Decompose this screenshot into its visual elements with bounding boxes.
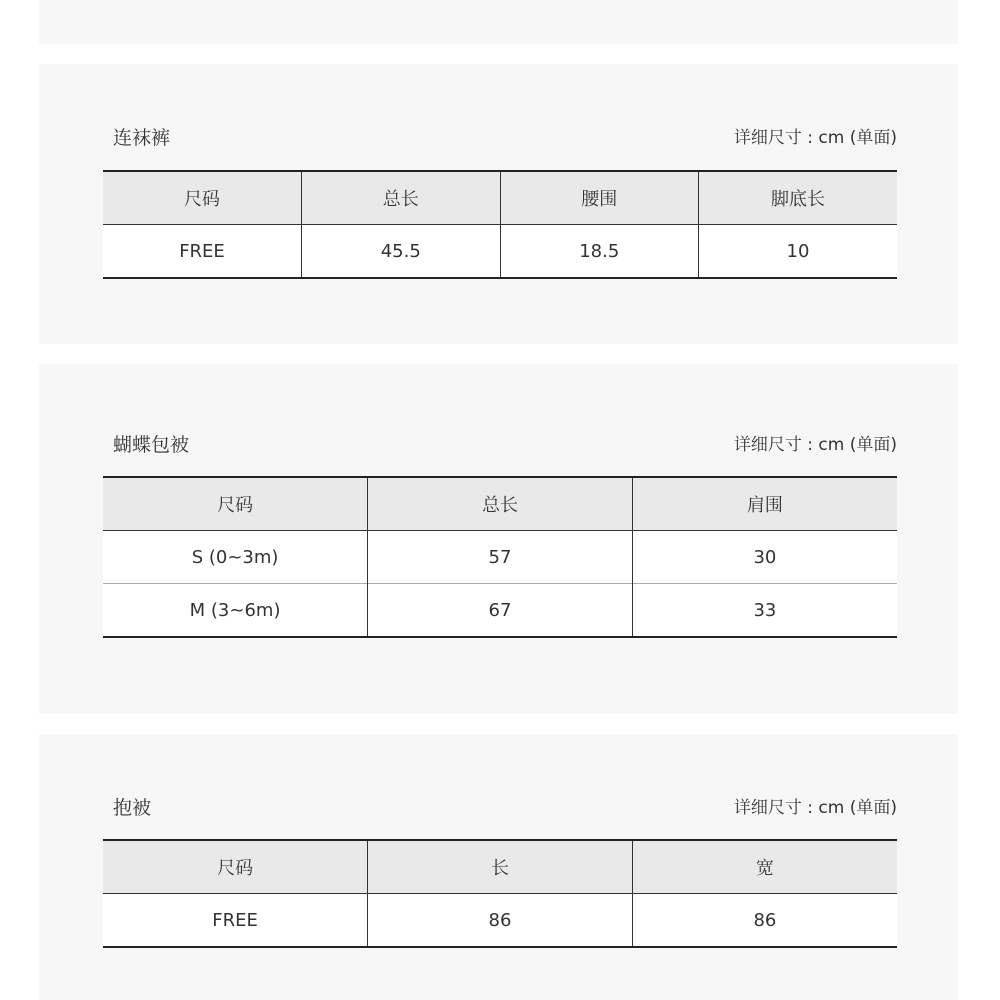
size-table [103, 476, 897, 638]
column-header: 脚底长 [699, 171, 898, 225]
column-header: 尺码 [103, 171, 302, 225]
size-panel-swaddle [39, 364, 958, 714]
column-header: 总长 [368, 477, 633, 531]
section-header [103, 126, 897, 150]
table-cell: 57 [368, 531, 633, 584]
table-cell: 86 [632, 894, 897, 948]
section-header [103, 796, 897, 820]
column-header: 长 [368, 840, 633, 894]
column-header: 腰围 [500, 171, 699, 225]
table-cell: 86 [368, 894, 633, 948]
size-table [103, 170, 897, 279]
section-title: 抱被 [113, 797, 152, 819]
size-table [103, 839, 897, 948]
size-panel-blanket [39, 734, 958, 1000]
table-cell: 33 [632, 584, 897, 638]
table-cell: 67 [368, 584, 633, 638]
table-cell: S (0~3m) [103, 531, 368, 584]
table-header-row [103, 477, 897, 531]
table-cell: 18.5 [500, 225, 699, 279]
unit-label: 详细尺寸 : cm (单面) [733, 128, 897, 148]
table-cell: FREE [103, 225, 302, 279]
top-panel [39, 0, 958, 44]
table-row [103, 225, 897, 279]
table-row [103, 584, 897, 638]
table-cell: 30 [632, 531, 897, 584]
unit-label: 详细尺寸 : cm (单面) [733, 798, 897, 818]
column-header: 尺码 [103, 840, 368, 894]
section-title: 蝴蝶包被 [113, 434, 190, 456]
column-header: 尺码 [103, 477, 368, 531]
table-cell: 45.5 [302, 225, 501, 279]
table-cell: 10 [699, 225, 898, 279]
section-title: 连袜裤 [113, 127, 171, 149]
section-header [103, 433, 897, 457]
table-header-row [103, 171, 897, 225]
table-row [103, 531, 897, 584]
table-cell: M (3~6m) [103, 584, 368, 638]
table-cell: FREE [103, 894, 368, 948]
size-panel-tights [39, 64, 958, 344]
table-row [103, 894, 897, 948]
column-header: 肩围 [632, 477, 897, 531]
unit-label: 详细尺寸 : cm (单面) [733, 435, 897, 455]
table-header-row [103, 840, 897, 894]
column-header: 总长 [302, 171, 501, 225]
column-header: 宽 [632, 840, 897, 894]
